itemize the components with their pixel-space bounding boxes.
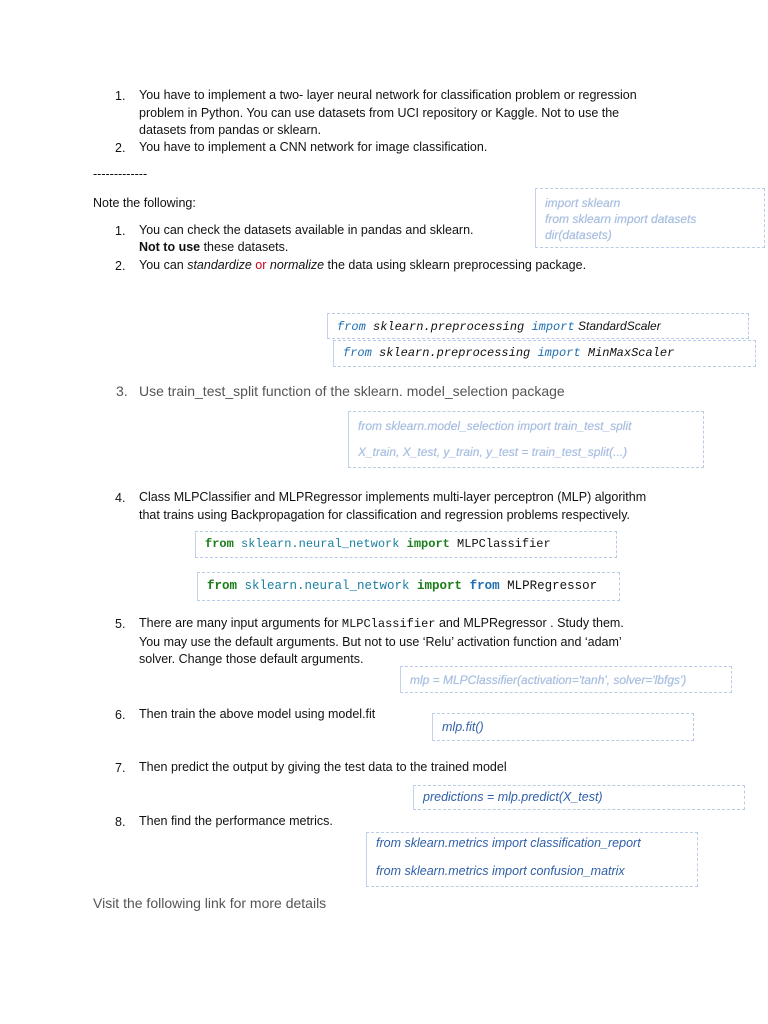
datasets-code-box (535, 188, 765, 248)
module-name: sklearn.neural_network (233, 537, 407, 551)
keyword-import: import (406, 537, 450, 551)
step-4-number: 4. (115, 491, 126, 505)
step-5-number: 5. (115, 617, 126, 631)
code-line: mlp = MLPClassifier(activation='tanh', solver='lbfgs') (410, 673, 687, 687)
task-2-number: 2. (115, 141, 126, 155)
note-heading: Note the following: (93, 196, 196, 210)
note-2-number: 2. (115, 259, 126, 273)
step-3-number: 3. (116, 383, 128, 399)
visit-link-text: Visit the following link for more details (93, 895, 327, 911)
keyword-import: import (531, 320, 575, 334)
code-line: from sklearn.metrics import classification_report (376, 836, 641, 850)
standard-scaler-code-box (327, 313, 749, 339)
mlp-init-code-box (400, 666, 732, 693)
step-4-text (139, 489, 646, 524)
fit-code-box (432, 713, 694, 741)
text: and (435, 616, 464, 630)
mlp-regressor-code-box (197, 572, 620, 601)
code-line: dir(datasets) (545, 228, 612, 242)
or-text: or (251, 258, 270, 272)
mlp-classifier-code-box (195, 531, 617, 558)
class-name: StandardScaler (574, 319, 661, 333)
step-8-number: 8. (115, 815, 126, 829)
keyword-import: import (537, 346, 581, 360)
note-1-line2 (139, 239, 288, 257)
step-4-line: that trains using Backpropagation for classification and regression problems respectively. (139, 507, 630, 522)
note-1-text: You can check the datasets available in pandas and sklearn. (139, 223, 474, 237)
metrics-code-box (366, 832, 698, 887)
text: the data using sklearn preprocessing package. (324, 258, 587, 272)
class-name: MLPRegressor (499, 579, 598, 593)
standardize-text: standardize (187, 258, 252, 272)
step-6-text: Then train the above model using model.fit (139, 707, 376, 721)
class-name: MLPClassifier (449, 537, 551, 551)
module-name: sklearn.preprocessing (365, 320, 532, 334)
task-1-line: problem in Python. You can use datasets from UCI repository or Kaggle. Not to use the (139, 105, 620, 120)
step-5-text (139, 615, 624, 669)
step-4-line: Class MLPClassifier and MLPRegressor implements multi-layer perceptron (MLP) algorithm (139, 490, 647, 504)
task-1-line: You have to implement a two- layer neural network for classification problem or regression (139, 88, 637, 102)
task-1-number: 1. (115, 89, 126, 103)
text: You can (139, 258, 188, 272)
not-to-use-bold: Not to use (139, 240, 201, 254)
task-2-text: You have to implement a CNN network for image classification. (139, 140, 488, 154)
module-name: sklearn.preprocessing (371, 346, 538, 360)
note-1-rest: these datasets. (200, 240, 289, 254)
step-7-number: 7. (115, 761, 126, 775)
step-7-text: Then predict the output by giving the test data to the trained model (139, 760, 507, 774)
task-1-line: datasets from pandas or sklearn. (139, 123, 322, 137)
code-line: import sklearn (545, 196, 621, 210)
code-line: X_train, X_test, y_train, y_test = train_test_split(...) (358, 445, 628, 459)
separator: ------------- (93, 167, 148, 181)
class-name: MinMaxScaler (580, 346, 675, 360)
code-line: from sklearn import datasets (545, 212, 697, 226)
keyword-from: from (337, 320, 366, 334)
step-6-number: 6. (115, 708, 126, 722)
mlpregressor-text: MLPRegressor (463, 616, 547, 630)
text: . Study them. (546, 616, 624, 630)
normalize-text: normalize (269, 258, 325, 272)
step-5-line: solver. Change those default arguments. (139, 652, 364, 666)
predict-code-box (413, 785, 745, 810)
keyword-from: from (207, 579, 238, 593)
keyword-import: import (417, 579, 463, 593)
step-5-line: You may use the default arguments. But not to use ‘Relu’ activation function and ‘adam’ (139, 634, 622, 649)
step-8-text: Then find the performance metrics. (139, 814, 333, 828)
module-name: sklearn.neural_network (237, 579, 418, 593)
code-line: from sklearn.model_selection import train_test_split (358, 419, 632, 433)
mlpclassifier-code: MLPClassifier (341, 617, 436, 631)
minmax-scaler-code-box (333, 340, 756, 367)
note-2-text (139, 257, 586, 275)
code-line: from sklearn.metrics import confusion_matrix (376, 864, 625, 878)
note-1-number: 1. (115, 224, 126, 238)
keyword-from: from (205, 537, 234, 551)
code-line: mlp.fit() (442, 720, 484, 734)
code-line: predictions = mlp.predict(X_test) (423, 790, 603, 804)
task-1-text (139, 87, 637, 140)
keyword-from: from (343, 346, 372, 360)
keyword-from: from (462, 579, 500, 593)
train-test-split-code-box (348, 411, 704, 468)
step-3-text: Use train_test_split function of the sklearn. model_selection package (139, 383, 565, 399)
text: There are many input arguments for (139, 616, 342, 630)
